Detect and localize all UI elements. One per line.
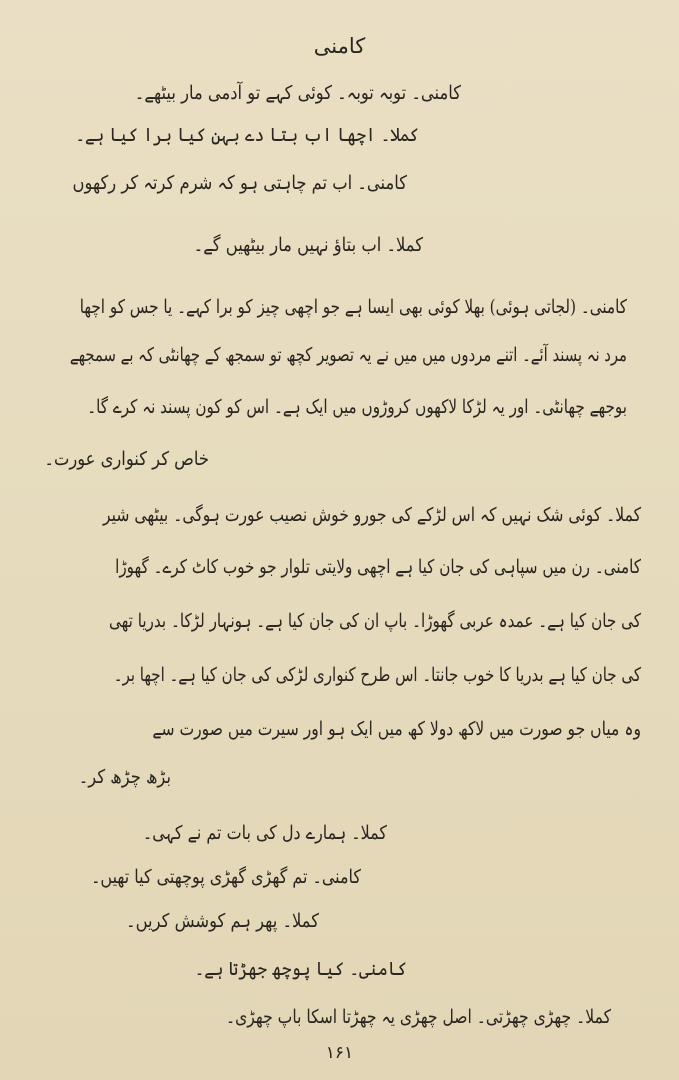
text-line: کامنی۔ توبہ توبہ۔ کوئی کہے تو آدمی مار بیٹھے۔ xyxy=(134,82,461,104)
page-header: کامنی xyxy=(313,34,366,58)
text-line: کامنی۔ (لجاتی ہوئی) بھلا کوئی بھی ایسا ہے جو اچھی چیز کو برا کہے۔ یا جس کو اچھا xyxy=(79,296,627,318)
text-line: کملا۔ اب بتاؤ نہیں مار بیٹھیں گے۔ xyxy=(193,234,423,256)
text-line: کامنی۔ اب تم چاہتی ہو کہ شرم کرتہ کر رکھوں xyxy=(72,172,407,194)
text-line: مرد نہ پسند آئے۔ اتنے مردوں میں میں نے یہ تصویر کچھ تو سمجھ کے چھانٹی کہ بے سمجھے xyxy=(69,344,628,366)
text-line: بوجھے چھانٹی۔ اور یہ لڑکا لاکھوں کروڑوں میں ایک ہے۔ اس کو کون پسند نہ کرے گا۔ xyxy=(87,396,628,418)
text-line: کی جان کیا ہے۔ عمدہ عربی گھوڑا۔ باپ ان کی جان کیا ہے۔ ہونہار لڑکا۔ بدریا تھی xyxy=(108,610,641,632)
text-line: کملا۔ کوئی شک نہیں کہ اس لڑکے کی جورو خوش نصیب عورت ہوگی۔ بیٹھی شیر xyxy=(103,504,642,526)
text-line: کامنی۔ رن میں سپاہی کی جان کیا ہے اچھی ولایتی تلوار جو خوب کاٹ کرے۔ گھوڑا xyxy=(115,556,642,578)
text-line: کی جان کیا ہے بدریا کا خوب جانتا۔ اس طرح کنواری لڑکی کی جان کیا ہے۔ اچھا بر۔ xyxy=(113,664,641,686)
page-number: ۱۶۱ xyxy=(325,1043,354,1063)
text-line: خاص کر کنواری عورت۔ xyxy=(44,448,210,470)
text-line: کملا۔ چھڑی چھڑتی۔ اصل چھڑی یہ چھڑتا اسکا باپ چھڑی۔ xyxy=(225,1006,612,1028)
text-line: بڑھ چڑھ کر۔ xyxy=(78,766,171,788)
text-line: کملا۔ ہمارے دل کی بات تم نے کہی۔ xyxy=(142,822,387,844)
text-line: کملا۔ اچھا اب بتا دے بہن کیا برا کیا ہے۔ xyxy=(75,124,420,146)
text-line: کملا۔ پھر ہم کوشش کریں۔ xyxy=(126,910,320,932)
text-line: وہ میاں جو صورت میں لاکھ دولا کھ میں ایک ہو اور سیرت میں صورت سے xyxy=(152,718,642,740)
text-line: کامنی۔ کیا پوچھ جھڑتا ہے۔ xyxy=(194,958,407,980)
text-line: کامنی۔ تم گھڑی گھڑی پوچھتی کیا تھیں۔ xyxy=(91,866,361,888)
